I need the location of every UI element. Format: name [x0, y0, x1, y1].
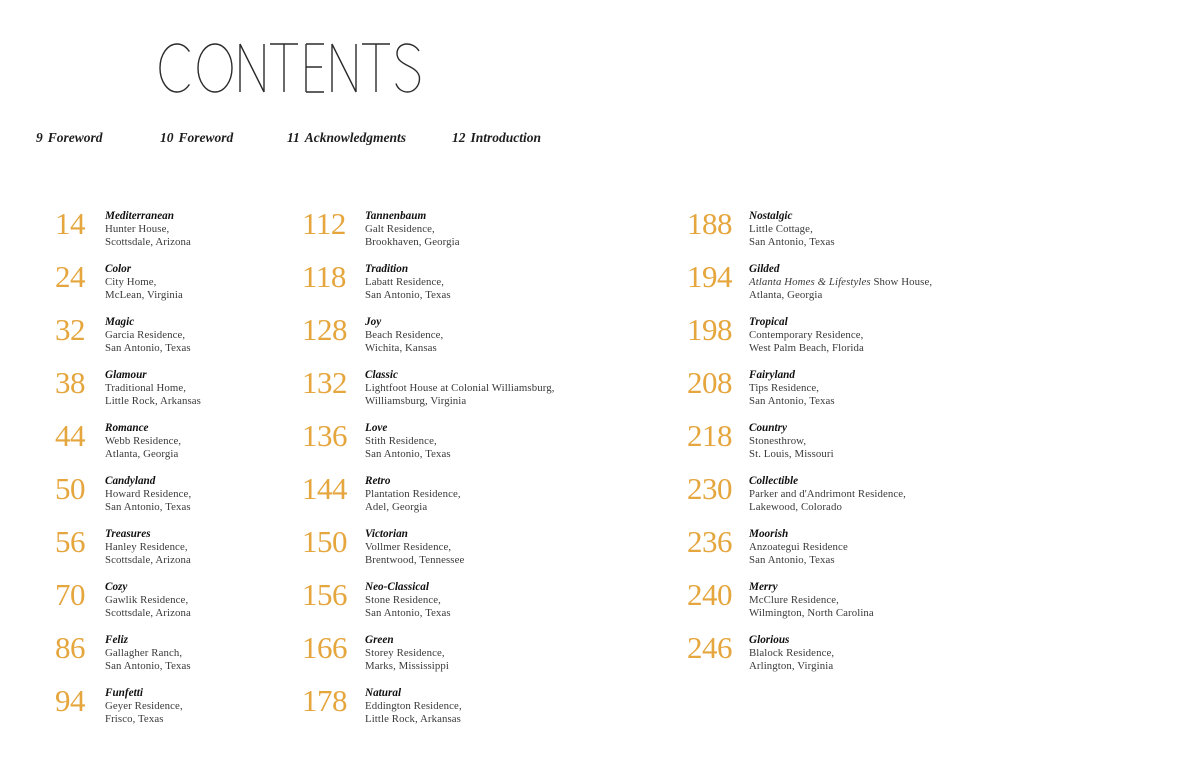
entry-detail-line1 — [105, 276, 183, 289]
entry-title: Moorish — [749, 528, 789, 540]
toc-entry — [687, 365, 1077, 418]
entry-detail-line2: San Antonio, Texas — [105, 500, 191, 513]
entry-page-number: 50 — [55, 471, 85, 506]
front-matter-item-acknowledgments — [287, 129, 406, 146]
entry-title: Funfetti — [105, 687, 143, 699]
entry-page-number: 246 — [687, 630, 732, 665]
entry-page-number: 156 — [302, 577, 347, 612]
entry-detail-line1-text: Storey Residence, — [365, 647, 445, 659]
entry-detail-line2: San Antonio, Texas — [749, 235, 835, 248]
front-matter-label: Acknowledgments — [304, 130, 407, 145]
entry-detail-line1-text: Anzoategui Residence — [749, 541, 848, 553]
entry-detail-line1 — [749, 382, 835, 395]
entry-text — [105, 683, 183, 725]
entry-detail-line2: Frisco, Texas — [105, 712, 164, 725]
entry-text — [365, 312, 443, 354]
entry-title: Nostalgic — [749, 210, 793, 222]
entry-detail-line1 — [365, 594, 451, 607]
entry-text — [749, 418, 834, 460]
entry-detail-line1-text: Vollmer Residence, — [365, 541, 452, 553]
entry-page-number: 136 — [302, 418, 347, 453]
entry-text — [105, 365, 201, 407]
toc-entry — [687, 471, 1077, 524]
entry-detail-line1-text: Gawlik Residence, — [105, 594, 189, 606]
entry-title: Magic — [105, 316, 135, 328]
entry-detail-line2: McLean, Virginia — [105, 288, 183, 301]
entry-detail-line1 — [365, 382, 555, 395]
entry-page-number: 38 — [55, 365, 85, 400]
entry-page-number: 230 — [687, 471, 732, 506]
entry-text — [365, 577, 451, 619]
entry-detail-line1-text: Beach Residence, — [365, 329, 444, 341]
entry-title: Love — [365, 422, 388, 434]
toc-entry — [55, 577, 300, 630]
entry-detail-line1-text: Webb Residence, — [105, 435, 182, 447]
entry-detail-line1 — [749, 594, 874, 607]
toc-entry — [302, 312, 672, 365]
entry-detail-line1 — [749, 541, 848, 554]
entry-detail-line2: San Antonio, Texas — [749, 553, 835, 566]
entry-detail-line1-text: Eddington Residence, — [365, 700, 462, 712]
front-matter-item-foreword-2 — [160, 129, 233, 146]
entry-detail-line1-text: Hunter House, — [105, 223, 170, 235]
entry-page-number: 128 — [302, 312, 347, 347]
toc-entry — [687, 630, 1077, 683]
front-matter-item-foreword-1 — [36, 129, 103, 146]
entry-title: Romance — [105, 422, 149, 434]
entry-title: Tropical — [749, 316, 788, 328]
entry-detail-line1-text: Blalock Residence, — [749, 647, 835, 659]
entry-page-number: 166 — [302, 630, 347, 665]
entry-detail-line2: San Antonio, Texas — [365, 447, 451, 460]
entry-detail-line2: Arlington, Virginia — [749, 659, 834, 672]
entry-detail-line1-text: Lightfoot House at Colonial Williamsburg, — [365, 382, 555, 394]
toc-entry — [302, 630, 672, 683]
entry-page-number: 208 — [687, 365, 732, 400]
entry-title: Country — [749, 422, 787, 434]
entry-page-number: 86 — [55, 630, 85, 665]
entry-detail-line1 — [105, 435, 181, 448]
toc-entry — [55, 312, 300, 365]
entry-detail-line1-text: Hanley Residence, — [105, 541, 188, 553]
entry-text — [749, 365, 835, 407]
entry-title: Glorious — [749, 634, 790, 646]
front-matter-item-introduction — [452, 129, 541, 146]
entry-text — [365, 683, 462, 725]
entry-detail-line2: San Antonio, Texas — [365, 288, 451, 301]
page-title — [158, 42, 428, 98]
entry-detail-line1 — [749, 329, 864, 342]
toc-entry — [302, 206, 672, 259]
entry-detail-line2: Little Rock, Arkansas — [365, 712, 461, 725]
entry-page-number: 236 — [687, 524, 732, 559]
entry-page-number: 132 — [302, 365, 347, 400]
entry-page-number: 56 — [55, 524, 85, 559]
entry-detail-line1-text: Show House, — [870, 276, 933, 288]
entry-text — [365, 365, 555, 407]
front-matter-page-number: 11 — [287, 130, 300, 145]
front-matter-page-number: 10 — [160, 130, 174, 145]
entry-detail-line2: Atlanta, Georgia — [749, 288, 823, 301]
toc-entry — [55, 524, 300, 577]
entry-detail-line1-text: Labatt Residence, — [365, 276, 445, 288]
entry-page-number: 112 — [302, 206, 346, 241]
entry-text — [105, 471, 191, 513]
entry-detail-line2: Brentwood, Tennessee — [365, 553, 465, 566]
entry-detail-line1 — [365, 329, 443, 342]
entry-text — [105, 312, 191, 354]
entry-detail-line1 — [105, 329, 191, 342]
toc-column-3 — [687, 206, 1077, 683]
entry-detail-line2: San Antonio, Texas — [365, 606, 451, 619]
entry-page-number: 144 — [302, 471, 347, 506]
entry-detail-line1 — [365, 647, 449, 660]
entry-detail-line1-text: Little Cottage, — [749, 223, 813, 235]
entry-detail-line2: San Antonio, Texas — [105, 341, 191, 354]
entry-detail-line1 — [749, 223, 835, 236]
entry-text — [105, 418, 181, 460]
entry-page-number: 14 — [55, 206, 85, 241]
front-matter-label: Foreword — [178, 130, 234, 145]
toc-entry — [55, 683, 300, 736]
toc-entry — [302, 418, 672, 471]
entry-detail-line1 — [365, 541, 464, 554]
entry-title: Victorian — [365, 528, 408, 540]
entry-detail-line1 — [105, 223, 191, 236]
entry-page-number: 70 — [55, 577, 85, 612]
entry-page-number: 178 — [302, 683, 347, 718]
toc-entry — [687, 577, 1077, 630]
toc-entry — [687, 312, 1077, 365]
entry-text — [749, 312, 864, 354]
entry-detail-line1-text: Geyer Residence, — [105, 700, 183, 712]
toc-entry — [302, 259, 672, 312]
entry-text — [749, 524, 848, 566]
entry-detail-line2: Marks, Mississippi — [365, 659, 449, 672]
toc-entry — [302, 471, 672, 524]
entry-detail-line1 — [365, 276, 451, 289]
entry-page-number: 44 — [55, 418, 85, 453]
entry-title: Candyland — [105, 475, 156, 487]
entry-detail-line2: Wilmington, North Carolina — [749, 606, 874, 619]
toc-entry — [687, 206, 1077, 259]
toc-entry — [55, 418, 300, 471]
toc-entry — [302, 577, 672, 630]
entry-detail-line1 — [365, 488, 461, 501]
toc-entry — [687, 524, 1077, 577]
entry-page-number: 218 — [687, 418, 732, 453]
entry-detail-line2: Brookhaven, Georgia — [365, 235, 460, 248]
front-matter-page-number: 9 — [36, 130, 43, 145]
entry-text — [749, 471, 906, 513]
entry-title: Mediterranean — [105, 210, 174, 222]
entry-title: Classic — [365, 369, 398, 381]
entry-title: Collectible — [749, 475, 799, 487]
entry-detail-line1 — [749, 647, 834, 660]
entry-detail-line1-text: Stonesthrow, — [749, 435, 807, 447]
entry-detail-line1 — [365, 223, 460, 236]
entry-detail-line1 — [105, 700, 183, 713]
entry-detail-line1 — [749, 488, 906, 501]
entry-detail-line1 — [365, 435, 451, 448]
entry-detail-line2: Atlanta, Georgia — [105, 447, 179, 460]
entry-detail-line1-text: Parker and d'Andrimont Residence, — [749, 488, 906, 500]
entry-detail-line1 — [105, 382, 201, 395]
entry-detail-line1 — [749, 276, 932, 289]
entry-text — [105, 630, 191, 672]
toc-entry — [302, 524, 672, 577]
entry-detail-line1-text: Stith Residence, — [365, 435, 437, 447]
entry-detail-line1-text: Garcia Residence, — [105, 329, 186, 341]
entry-text — [749, 577, 874, 619]
entry-title: Joy — [365, 316, 382, 328]
entry-title: Tannenbaum — [365, 210, 427, 222]
entry-detail-line1 — [105, 594, 191, 607]
front-matter-row — [0, 129, 1200, 151]
toc-entry — [302, 683, 672, 736]
entry-title: Color — [105, 263, 132, 275]
entry-detail-line2: Little Rock, Arkansas — [105, 394, 201, 407]
entry-detail-line1-text: Galt Residence, — [365, 223, 435, 235]
entry-detail-line2: Scottsdale, Arizona — [105, 606, 191, 619]
entry-detail-line2: San Antonio, Texas — [749, 394, 835, 407]
toc-entry — [687, 418, 1077, 471]
entry-title: Cozy — [105, 581, 128, 593]
entry-detail-line1 — [749, 435, 834, 448]
entry-text — [365, 418, 451, 460]
entry-title: Feliz — [105, 634, 128, 646]
front-matter-label: Introduction — [470, 130, 542, 145]
entry-detail-line1-text: McClure Residence, — [749, 594, 839, 606]
entry-text — [365, 471, 461, 513]
entry-page-number: 188 — [687, 206, 732, 241]
toc-entry — [55, 630, 300, 683]
entry-detail-line2: St. Louis, Missouri — [749, 447, 834, 460]
entry-text — [749, 259, 932, 301]
entry-detail-line2: Scottsdale, Arizona — [105, 235, 191, 248]
entry-text — [749, 206, 835, 248]
toc-entry — [687, 259, 1077, 312]
front-matter-label: Foreword — [47, 130, 103, 145]
entry-detail-line1-text: Contemporary Residence, — [749, 329, 864, 341]
entry-title: Green — [365, 634, 394, 646]
toc-column-1 — [55, 206, 300, 736]
toc-entry — [55, 471, 300, 524]
entry-title: Tradition — [365, 263, 409, 275]
entry-text — [105, 577, 191, 619]
entry-page-number: 32 — [55, 312, 85, 347]
entry-page-number: 198 — [687, 312, 732, 347]
entry-detail-line1-text: Tips Residence, — [749, 382, 820, 394]
toc-entry — [55, 206, 300, 259]
entry-detail-line1 — [105, 541, 191, 554]
entry-page-number: 194 — [687, 259, 732, 294]
front-matter-page-number: 12 — [452, 130, 466, 145]
contents-title-lettering — [158, 42, 422, 94]
entry-title: Gilded — [749, 263, 780, 275]
entry-page-number: 240 — [687, 577, 732, 612]
entry-detail-line1 — [365, 700, 462, 713]
entry-text — [365, 206, 460, 248]
entry-text — [365, 259, 451, 301]
entry-detail-line1-text: Stone Residence, — [365, 594, 441, 606]
entry-detail-line1-text: Gallagher Ranch, — [105, 647, 183, 659]
entry-text — [105, 259, 183, 301]
entry-detail-line2: Lakewood, Colorado — [749, 500, 842, 513]
entry-detail-line1-text: Howard Residence, — [105, 488, 192, 500]
entry-detail-line2: West Palm Beach, Florida — [749, 341, 864, 354]
entry-detail-line2: Wichita, Kansas — [365, 341, 437, 354]
entry-title: Treasures — [105, 528, 151, 540]
entry-detail-line1-text: City Home, — [105, 276, 157, 288]
toc-column-2 — [302, 206, 672, 736]
entry-page-number: 150 — [302, 524, 347, 559]
entry-detail-line1 — [105, 488, 191, 501]
entry-title: Natural — [365, 687, 402, 699]
entry-page-number: 94 — [55, 683, 85, 718]
entry-title: Retro — [365, 475, 391, 487]
entry-title: Fairyland — [749, 369, 796, 381]
entry-detail-line2: Adel, Georgia — [365, 500, 428, 513]
entry-detail-line2: San Antonio, Texas — [105, 659, 191, 672]
entry-detail-line1-text: Plantation Residence, — [365, 488, 461, 500]
entry-page-number: 24 — [55, 259, 85, 294]
entry-text — [749, 630, 834, 672]
toc-entry — [55, 259, 300, 312]
entry-detail-line1-italic: Atlanta Homes & Lifestyles — [749, 276, 871, 288]
toc-entry — [302, 365, 672, 418]
entry-page-number: 118 — [302, 259, 346, 294]
entry-detail-line2: Williamsburg, Virginia — [365, 394, 467, 407]
entry-detail-line1-text: Traditional Home, — [105, 382, 187, 394]
entry-title: Merry — [749, 581, 778, 593]
entry-text — [365, 630, 449, 672]
toc-entry — [55, 365, 300, 418]
entry-title: Neo-Classical — [365, 581, 430, 593]
entry-text — [365, 524, 464, 566]
entry-text — [105, 524, 191, 566]
entry-detail-line2: Scottsdale, Arizona — [105, 553, 191, 566]
entry-detail-line1 — [105, 647, 191, 660]
entry-text — [105, 206, 191, 248]
entry-title: Glamour — [105, 369, 147, 381]
